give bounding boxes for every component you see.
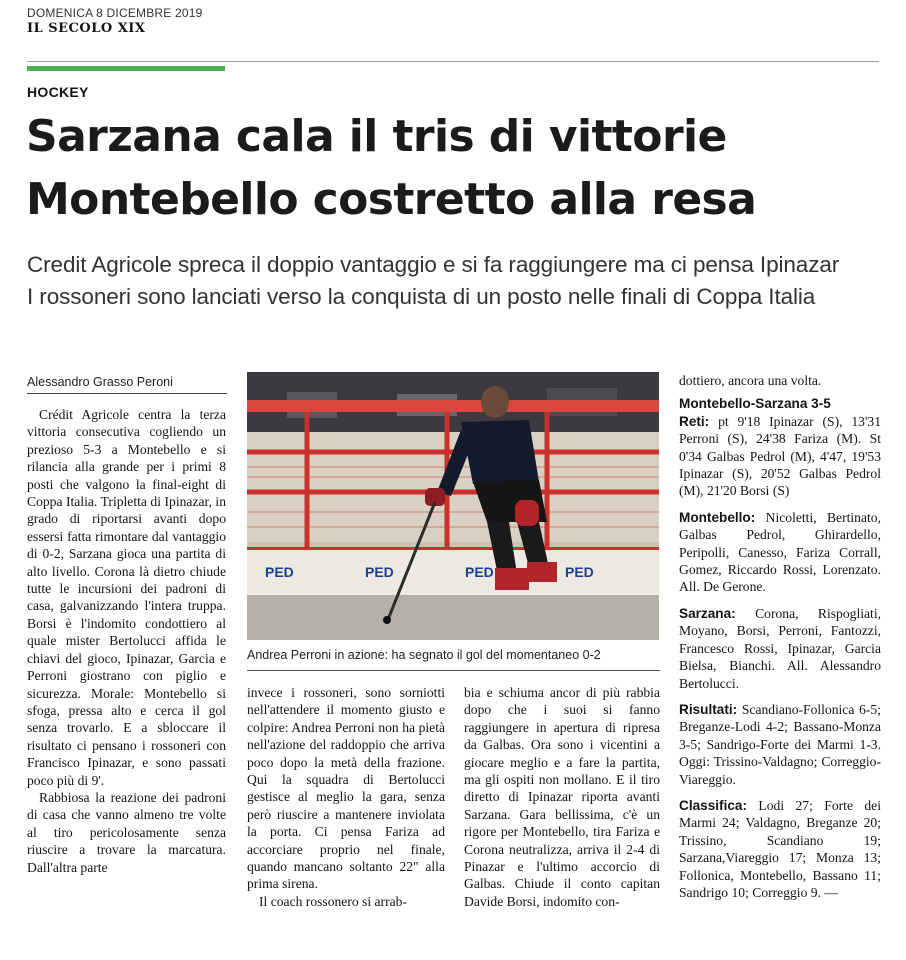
paragraph: bia e schiuma ancor di più rabbia dopo che i suoi si fanno raggiungere in apertura di ripresa da Galbas. Ora sono i vicentini a giocare meglio e a fare la partita, ma gli ospiti non mollano. E il tiro diretto di Ipinazar riporta avanti Sarzana. Gara bellissima, c'è un rigore per Montebello, tira Fariza e Corona neutralizza, arriva il 2-4 di Pinazar e l'ultimo accorcio di Galbas. Chiude il conto capitan Davide Borsi, indomito con-: [464, 685, 660, 909]
match-title: Montebello-Sarzana 3-5: [679, 396, 831, 412]
standings-text: Lodi 27; Forte dei Marmi 24; Valdagno, Breganze 20; Trissino, Scandiano 19; Sarzana,Viareggio 17; Monza 13; Follonica, Montebello, Bassano 11; Sandrigo 10; Correggio 9. —: [679, 797, 881, 900]
article-column-1: [27, 406, 226, 876]
section-label: HOCKEY: [27, 84, 89, 100]
subheadline-line-2: I rossoneri sono lanciati verso la conquista di un posto nelle finali di Coppa Italia: [27, 284, 816, 309]
goals-text: pt 9'18 Ipinazar (S), 13'31 Perroni (S), 24'38 Fariza (M). St 0'34 Galbas Pedrol (M), 4'47, 19'53 Ipinazar (S), 20'52 Galbas Pedrol (M), 21'20 Borsi (S): [679, 413, 881, 499]
paragraph: Rabbiosa la reazione dei padroni di casa che vanno almeno tre volte al tiro pericolosamente senza riuscire a trovare la marcatura. Dall'altra parte: [27, 789, 226, 875]
paragraph: Crédit Agricole centra la terza vittoria consecutiva cogliendo un prezioso 5-3 a Montebello e si rilancia alla grande per i primi 8 posti che valgono la final-eight di Coppa Italia. Tripletta di Ipinazar, in grado di riportarsi avanti dopo essersi fatta rimontare dal vantaggio di 0-2, Sarzana gioca una partita di alto livello. Corona là dietro chiude tutte le incursioni dei padroni di casa, galvanizzando l'intera truppa. Borsi è l'indomito condottiero al quale mister Bertolucci affida le chiavi del gioco, Ipinazar, Garcia e Perroni giostrano con piglio e sicurezza. Morale: Montebello si sfoga, pressa alto e cerca il gol senza trovarlo. E a sbloccare il risultato ci pensano i rossoneri con Francisco Ipinazar, e sono passati poco più di 9'.: [27, 407, 226, 788]
section-accent-bar: [27, 66, 225, 71]
subheadline-line-1: Credit Agricole spreca il doppio vantaggio e si fa raggiungere ma ci pensa Ipinazar: [27, 252, 840, 277]
article-column-3: [464, 684, 660, 910]
banner-logo: PED: [465, 564, 494, 580]
byline: Alessandro Grasso Peroni: [27, 375, 227, 394]
photo-caption: Andrea Perroni in azione: ha segnato il gol del momentaneo 0-2: [247, 648, 660, 671]
banner-logo: PED: [265, 564, 294, 580]
hockey-player-photo: [247, 372, 659, 640]
sarzana-lineup: Corona, Rispogliati, Moyano, Borsi, Perroni, Fantozzi, Francesco Rossi, Ipinazar, Garcia Bielsa, Bianchi. All. Alessandro Bertolucci.: [679, 605, 881, 691]
standings-label: Classifica:: [679, 797, 748, 813]
paragraph: dottiero, ancora una volta.: [679, 373, 822, 388]
header-rule: [27, 61, 879, 62]
headline-line-2: Montebello costretto alla resa: [26, 174, 757, 225]
match-report-box: [679, 372, 881, 901]
sarzana-label: Sarzana:: [679, 605, 736, 621]
banner-logo: PED: [365, 564, 394, 580]
edition-date: DOMENICA 8 DICEMBRE 2019: [27, 6, 203, 20]
banner-logo: PED: [565, 564, 594, 580]
montebello-lineup: Nicoletti, Bertinato, Galbas Pedrol, Ghirardello, Peripolli, Canesso, Fariza Corrall, Gomez, Riccardo Rossi, Lorenzato. All. De Gerone.: [679, 509, 881, 595]
newspaper-name: IL SECOLO XIX: [27, 21, 146, 36]
montebello-label: Montebello:: [679, 509, 756, 525]
results-text: Scandiano-Follonica 6-5; Breganze-Lodi 4-2; Bassano-Monza 3-5; Sandrigo-Forte dei Marmi 1-3. Oggi: Trissino-Valdagno; Correggio-Viareggio.: [679, 701, 881, 787]
headline-line-1: Sarzana cala il tris di vittorie: [26, 111, 727, 162]
paragraph: Il coach rossonero si arrab-: [259, 893, 407, 909]
results-label: Risultati:: [679, 701, 738, 717]
article-column-2: [247, 684, 445, 910]
paragraph: invece i rossoneri, sono sorniotti nell'attendere il momento giusto e colpire: Andrea Perroni non ha pietà nell'azione del raddoppio che arriva poco dopo la metà della frazione. Qui la squadra di Bertolucci gestisce al meglio la gara, senza però riuscire a mantenere inviolata la porta. Ci pensa Fariza ad accorciare proprio nel finale, quando mancano soltanto 22" alla prima sirena.: [247, 685, 445, 892]
article-photo: [247, 372, 659, 640]
goals-label: Reti:: [679, 413, 710, 429]
